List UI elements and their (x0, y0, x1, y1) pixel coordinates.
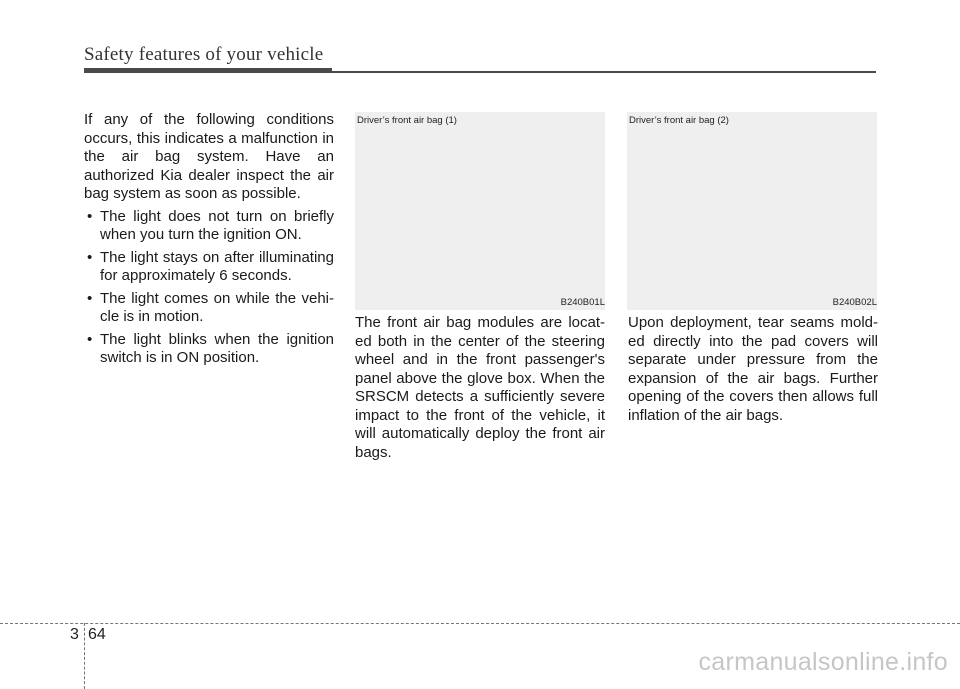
text-column-1 (84, 111, 334, 372)
figure-code: B240B01L (560, 297, 605, 308)
list-item: • The light comes on while the vehi-cle is in motion. (84, 290, 334, 327)
page-number: 64 (88, 626, 106, 643)
header-rule-thin (332, 71, 876, 73)
list-item: • The light stays on after illuminating for approximately 6 seconds. (84, 249, 334, 286)
section-title: Safety features of your vehicle (84, 44, 324, 65)
text-column-3 (628, 314, 878, 425)
malfunction-intro: If any of the following conditions occurs, this indicates a malfunction in the air bag system. Have an authorized Kia dealer inspect the air bag system as soon as possible. (84, 111, 334, 202)
figure-drivers-air-bag-1 (355, 112, 605, 310)
footer-divider (84, 623, 85, 689)
malfunction-list (84, 208, 334, 368)
air-bag-location-text: The front air bag modules are locat-ed both in the center of the steering wheel and in the front passenger's panel above the glove box. When the SRSCM detects a sufficiently severe impact to the front of the vehicle, it will automatically deploy the front air bags. (355, 314, 605, 461)
list-item: • The light does not turn on briefly when you turn the ignition ON. (84, 208, 334, 245)
chapter-number: 3 (70, 626, 79, 643)
figure-caption: Driver’s front air bag (2) (629, 115, 729, 126)
footer-rule (0, 623, 960, 624)
watermark: carmanualsonline.info (698, 648, 948, 676)
header-rule-thick (84, 68, 332, 73)
air-bag-deployment-text: Upon deployment, tear seams mold-ed directly into the pad covers will separate under pressure from the expansion of the air bags. Further opening of the covers then allows full inflation of the air bags. (628, 314, 878, 424)
list-item: • The light blinks when the ignition switch is in ON position. (84, 331, 334, 368)
figure-caption: Driver’s front air bag (1) (357, 115, 457, 126)
figure-code: B240B02L (832, 297, 877, 308)
figure-drivers-air-bag-2 (627, 112, 877, 310)
text-column-2 (355, 314, 605, 462)
